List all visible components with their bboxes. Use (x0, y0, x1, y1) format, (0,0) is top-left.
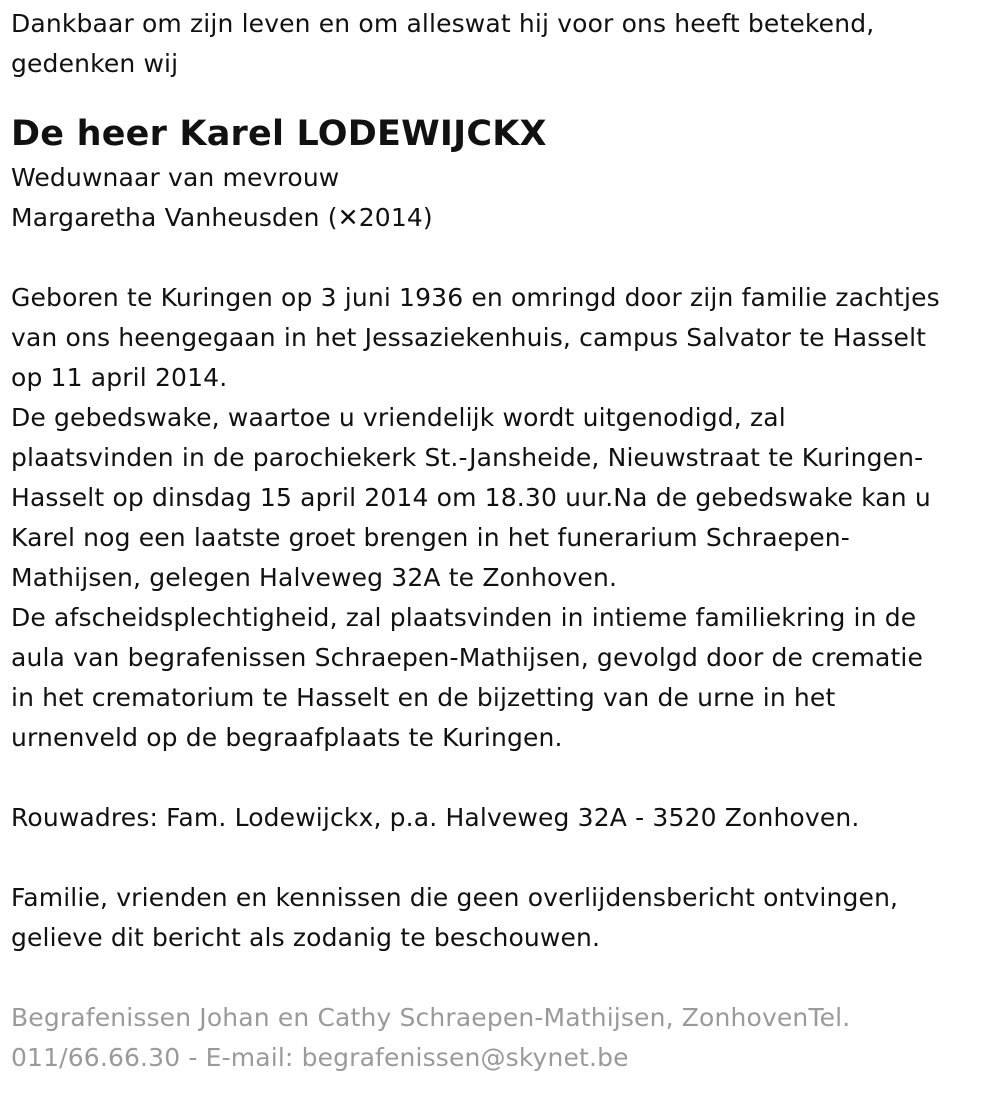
footer-line: Begrafenissen Johan en Cathy Schraepen-Mathijsen, ZonhovenTel. (11, 1003, 851, 1032)
notice-line: Familie, vrienden en kennissen die geen overlijdensbericht ontvingen, (11, 883, 899, 912)
spacer (11, 958, 991, 998)
body-line: in het crematorium te Hasselt en de bijzetting van de urne in het (11, 683, 836, 712)
body-line: urnenveld op de begraafplaats te Kuringen. (11, 723, 563, 752)
intro-line: gedenken wij (11, 49, 179, 78)
spouse-line: Margaretha Vanheusden (✕2014) (11, 203, 433, 232)
body-line: De afscheidsplechtigheid, zal plaatsvinden in intieme familiekring in de (11, 603, 917, 632)
notice-text (11, 878, 991, 958)
body-line: De gebedswake, waartoe u vriendelijk wordt uitgenodigd, zal (11, 403, 786, 432)
spacer (11, 758, 991, 798)
body-line: Karel nog een laatste groet brengen in het funerarium Schraepen- (11, 523, 850, 552)
body-line: Hasselt op dinsdag 15 april 2014 om 18.30 uur.Na de gebedswake kan u (11, 483, 931, 512)
spouse-info (11, 158, 991, 238)
footer-line: 011/66.66.30 - E-mail: begrafenissen@skynet.be (11, 1043, 629, 1072)
notice-line: gelieve dit bericht als zodanig te beschouwen. (11, 923, 601, 952)
obituary-notice (11, 4, 991, 1078)
body-line: plaatsvinden in de parochiekerk St.-Jansheide, Nieuwstraat te Kuringen- (11, 443, 924, 472)
body-text (11, 278, 991, 758)
mourning-address: Rouwadres: Fam. Lodewijckx, p.a. Halveweg 32A - 3520 Zonhoven. (11, 803, 860, 832)
body-line: Geboren te Kuringen op 3 juni 1936 en omringd door zijn familie zachtjes (11, 283, 940, 312)
body-line: van ons heengegaan in het Jessaziekenhuis, campus Salvator te Hasselt (11, 323, 927, 352)
intro-text (11, 4, 991, 84)
spacer (11, 838, 991, 878)
body-line: Mathijsen, gelegen Halveweg 32A te Zonhoven. (11, 563, 618, 592)
funeral-home-footer (11, 998, 991, 1078)
spouse-line: Weduwnaar van mevrouw (11, 163, 340, 192)
spacer (11, 238, 991, 278)
deceased-name: De heer Karel LODEWIJCKX (11, 114, 547, 154)
body-line: aula van begrafenissen Schraepen-Mathijsen, gevolgd door de crematie (11, 643, 924, 672)
body-line: op 11 april 2014. (11, 363, 228, 392)
intro-line: Dankbaar om zijn leven en om alleswat hij voor ons heeft betekend, (11, 9, 875, 38)
